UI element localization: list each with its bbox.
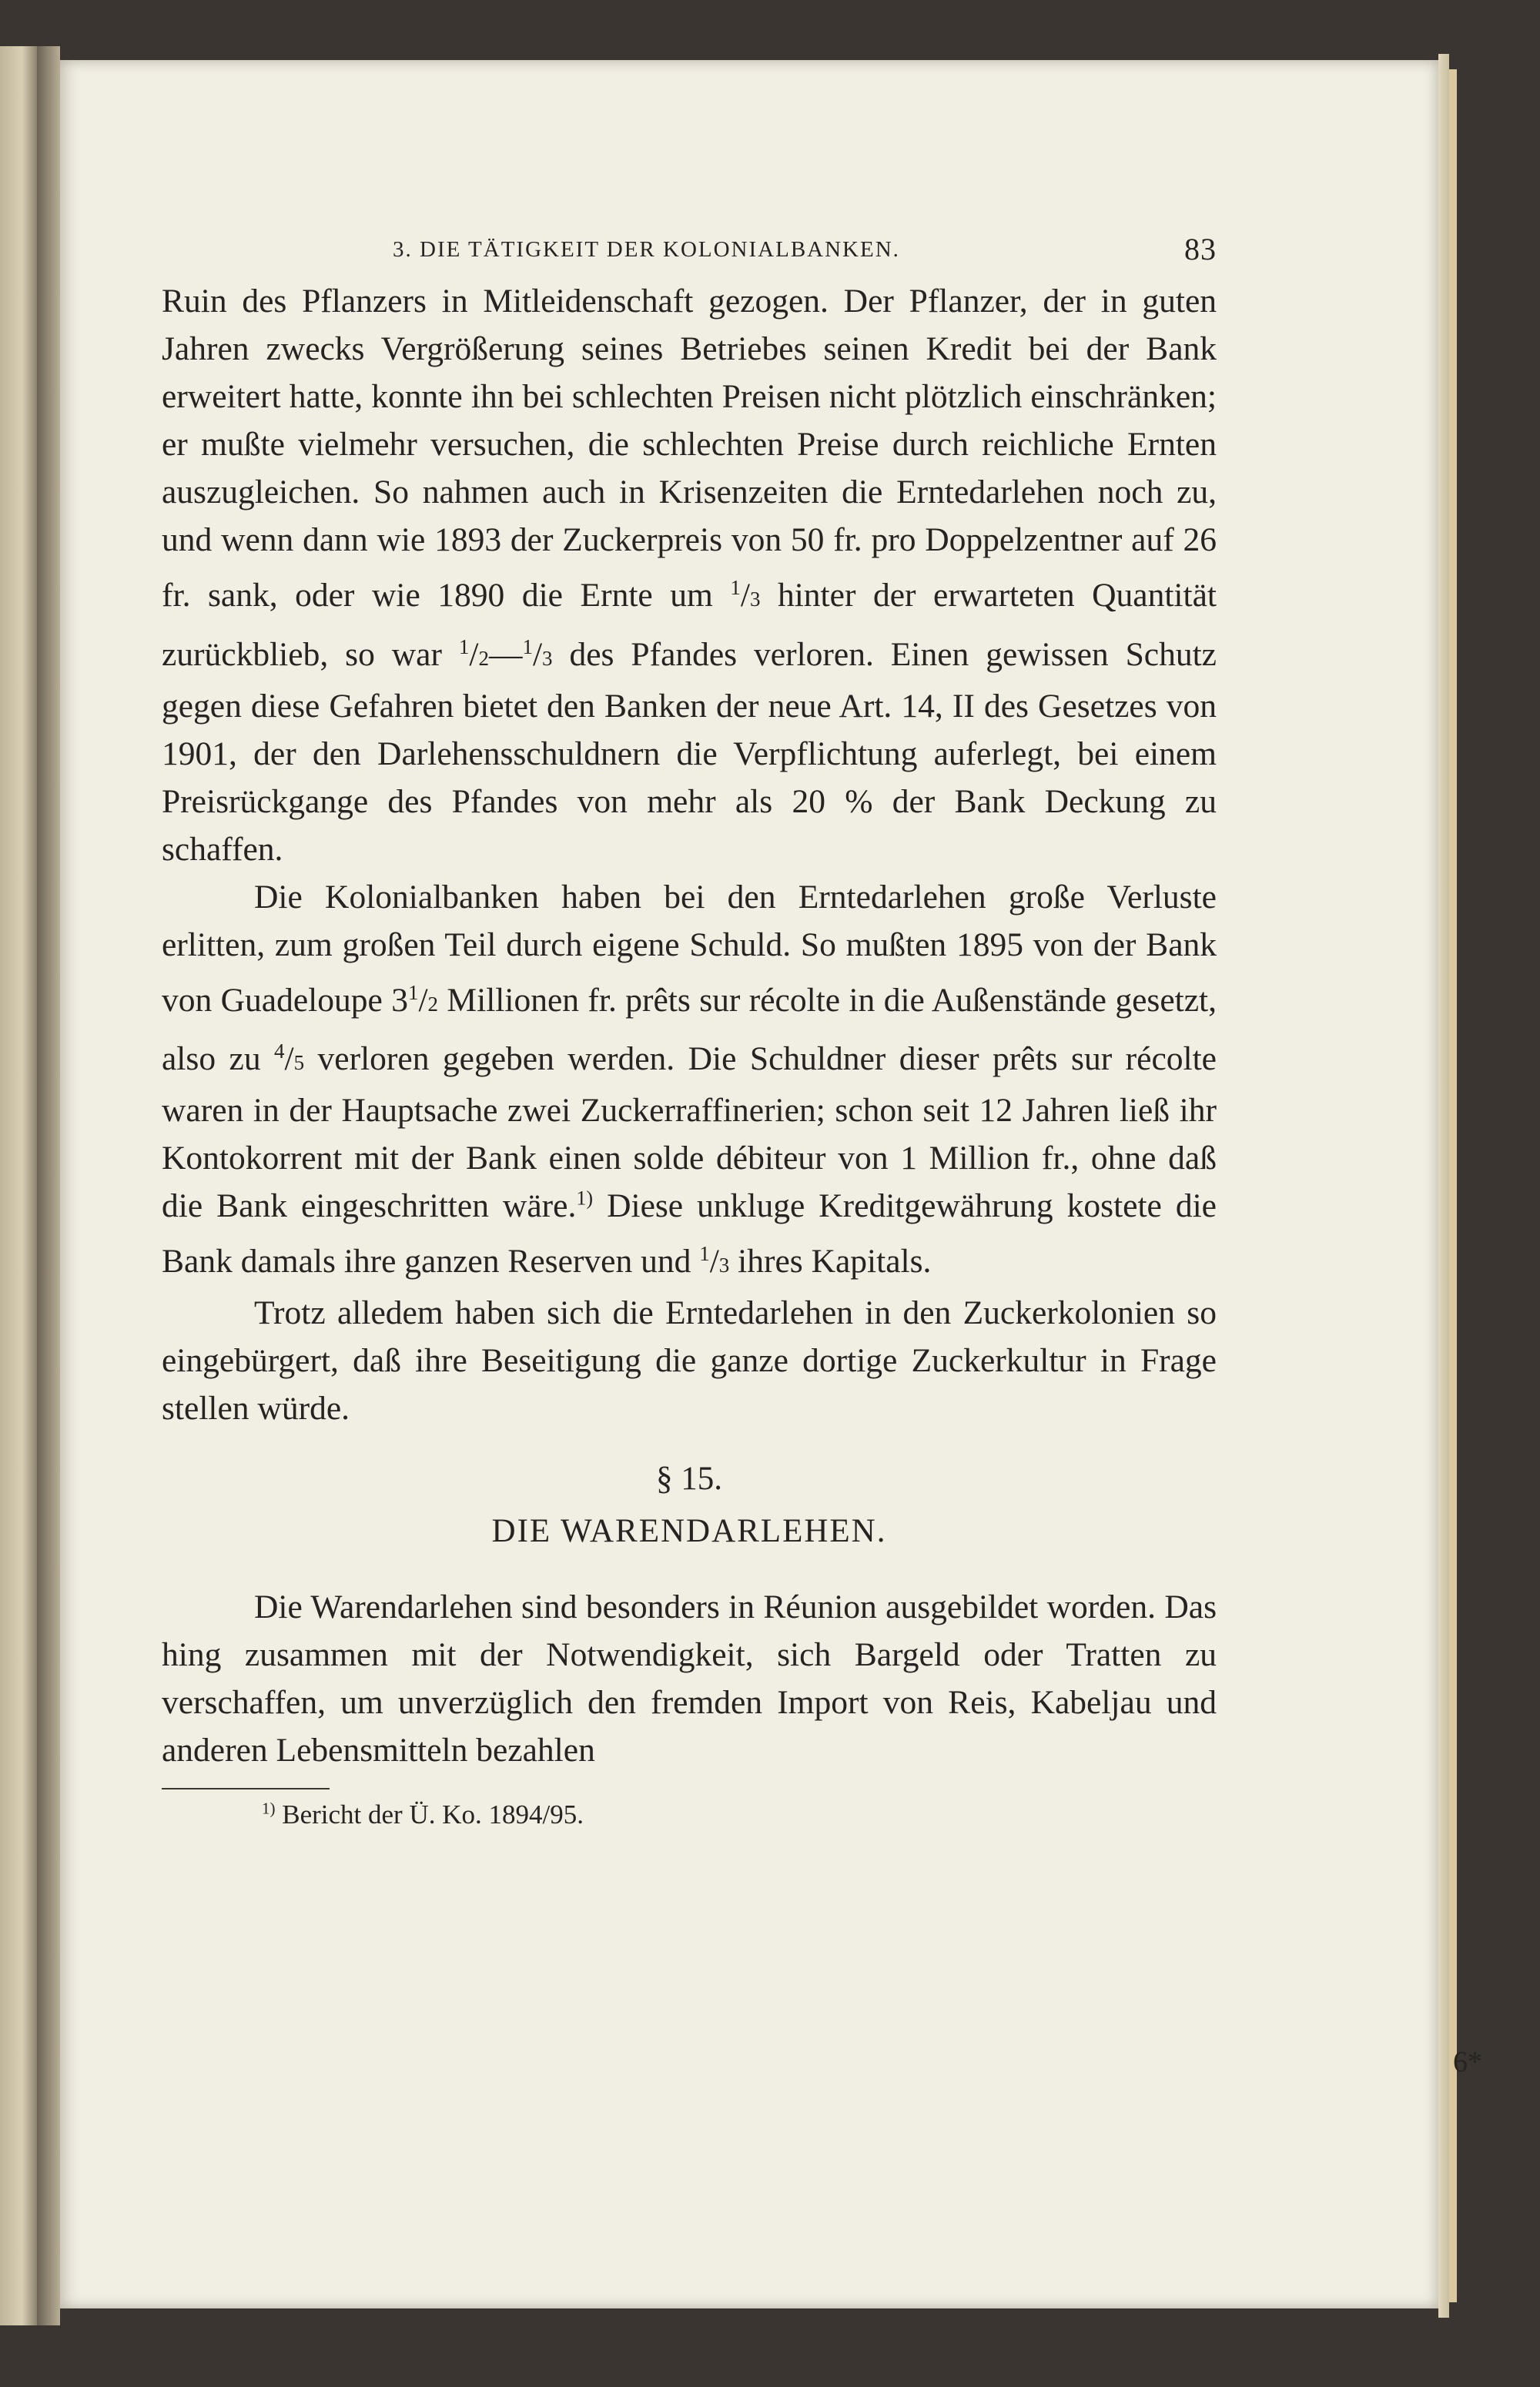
footnote-text: Bericht der Ü. Ko. 1894/95. bbox=[275, 1799, 584, 1830]
page-edge bbox=[1438, 54, 1449, 2318]
footnote-rule bbox=[162, 1788, 330, 1789]
page-number: 83 bbox=[1184, 232, 1217, 266]
footnote-mark: 1) bbox=[262, 1799, 276, 1818]
book-spine bbox=[37, 46, 60, 2325]
text-block bbox=[162, 231, 1217, 1834]
running-header bbox=[162, 231, 1217, 277]
section-title: DIE WARENDARLEHEN. bbox=[491, 1513, 887, 1550]
left-page-edge bbox=[0, 46, 37, 2325]
section-number: § 15. bbox=[656, 1461, 722, 1498]
signature-mark: 6* bbox=[1453, 2046, 1482, 2078]
footnote-reference: 1) bbox=[576, 1187, 594, 1210]
right-edge-strip bbox=[1449, 69, 1457, 2302]
running-title: 3. DIE TÄTIGKEIT DER KOLONIALBANKEN. bbox=[393, 237, 900, 262]
paragraph-4: Die Warendarlehen sind besonders in Réunion ausgebildet worden. Das hing zusammen mit der Notwendigkeit, sich Bargeld oder Tratten zu verschaffen, um unverzüglich den fremden Import von Reis, Kabeljau und anderen Lebensmitteln bezahlen bbox=[162, 1589, 1217, 1769]
paragraph-1: Ruin des Pflanzers in Mitleidenschaft gezogen. Der Pflanzer, der in guten Jahren zwecks Vergrößerung seines Betriebes seinen Kredit bei der Bank erweitert hatte, konnte ihn bei schlechten Preisen nicht plötzlich einschränken; er mußte vielmehr versuchen, die schlechten Preise durch reichliche Ernten auszugleichen. So nahmen auch in Krisenzeiten die Erntedarlehen noch zu, und wenn dann wie 1893 der Zuckerpreis von 50 fr. pro Doppelzentner auf 26 fr. sank, oder wie 1890 die Ernte um $^1$/3 hinter der erwarteten Quantität zurückblieb, so war $^1$/2—$^1$/3 des Pfandes verloren. Einen gewissen Schutz gegen diese Gefahren bietet den Banken der neue Art. 14, II des Gesetzes von 1901, der den Darlehensschuldnern die Verpflichtung auferlegt, bei einem Preisrückgange des Pfandes von mehr als 20 % der Bank Deckung zu schaffen. bbox=[162, 283, 1217, 868]
footnote bbox=[262, 1796, 1217, 1834]
paragraph-2: Die Kolonialbanken haben bei den Erntedarlehen große Verluste erlitten, zum großen Teil durch eigene Schuld. So mußten 1895 von der Bank von Guadeloupe $3^1/2$ Millionen fr. prêts sur récolte in die Außenstände gesetzt, also zu $^4$/5 verloren gegeben werden. Die Schuldner dieser prêts sur récolte waren in der Hauptsache zwei Zuckerraffinerien; schon seit 12 Jahren ließ ihr Kontokorrent mit der Bank einen solde débiteur von 1 Million fr., ohne daß die Bank eingeschritten wäre.$^{1)}$ Diese unkluge Kreditgewährung kostete die Bank damals ihre ganzen Reserven und $^1$/3 ihres Kapitals. bbox=[162, 878, 1217, 1281]
paragraph-3: Trotz alledem haben sich die Erntedarlehen in den Zuckerkolonien so eingebürgert, daß ihre Beseitigung die ganze dortige Zuckerkultur in Frage stellen würde. bbox=[162, 1294, 1217, 1428]
